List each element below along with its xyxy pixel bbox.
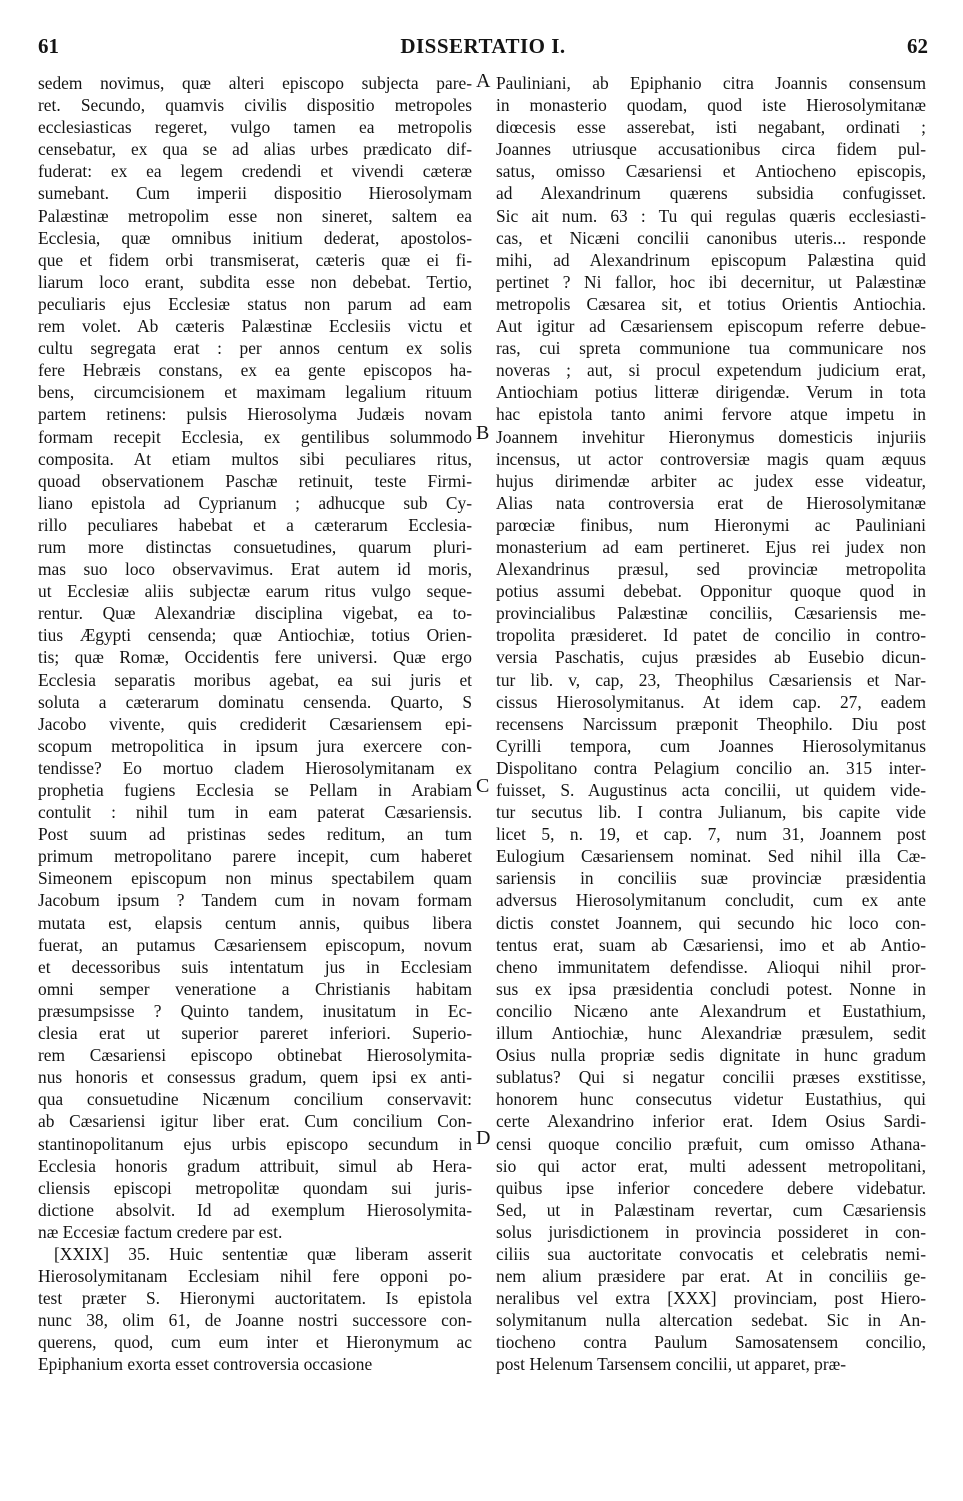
text-line: soluta a cæterarum dominatu censenda. Quarto, S — [38, 691, 472, 712]
text-line: fuderat: ex ea legem credendi et vivendi cæteræ — [38, 161, 472, 182]
text-line: monasterium ad eam pertineret. Ejus rei judex non — [496, 536, 926, 557]
text-line: omni semper veneratione a Christianis habitam — [38, 978, 472, 999]
text-line: cheno immunitatem defendisse. Alioqui nihil pror- — [496, 956, 926, 977]
text-line: cultu segregata erat : per annos centum ex solis — [38, 338, 472, 359]
text-line: stantinopolitanum ejus urbis episcopo secundum in — [38, 1133, 472, 1154]
page-number-left: 61 — [38, 34, 59, 58]
text-line: Pauliniani, ab Epiphanio citra Joannis consensum — [496, 73, 926, 93]
text-line: que et fidem orbi transmiserat, cæteris quæ ei fi- — [38, 249, 472, 270]
text-line: ecclesiasticas regeret, vulgo tamen ea metropolis — [38, 117, 472, 138]
text-line: Sed, ut in Palæstinam revertar, cum Cæsariensis — [496, 1199, 926, 1220]
text-line: adversus Hierosolymitanum concludit, cum ex ante — [496, 890, 926, 911]
text-line: solymitanum nulla altercation sedebat. Sic in An- — [496, 1310, 926, 1331]
text-line: Jacobum ipsum ? Tandem cum in novam formam — [38, 890, 472, 911]
text-line: parœciæ finibus, num Hieronymi ac Pauliniani — [496, 514, 926, 535]
text-line: fere Hebræis constans, ex ea gente episcopos ha- — [38, 360, 472, 381]
text-line: mas suo loco observavimus. Erat autem id moris, — [38, 559, 472, 580]
text-line: tendisse? Eo mortuo cladem Hierosolymitanam ex — [38, 757, 472, 778]
page-number-right: 62 — [907, 34, 928, 58]
text-line: cas, et Nicæni concilii canonibus uteris... responde — [496, 227, 926, 248]
text-line: potius assumi debebat. Opponitur quoque quod in — [496, 581, 926, 602]
text-line: Post suum ad pristinas sedes reditum, an tum — [38, 824, 472, 845]
text-line: Osius nulla propriæ sedis dignitate in hunc gradum — [496, 1045, 926, 1066]
text-line: prophetia fugiens Ecclesia se Pellam in Arabiam — [38, 780, 472, 800]
text-line: Eulogium Cæsariensem nominat. Sed nihil illa Cæ- — [496, 846, 926, 867]
text-line: neralibus vel extra [XXX] provinciam, post Hiero- — [496, 1288, 926, 1309]
text-line: tur lib. v, cap, 23, Theophilus Cæsariensis et Nar- — [496, 669, 926, 690]
text-line: ut Ecclesiæ aliis subjectæ earum ritus vulgo seque- — [38, 581, 472, 602]
text-line: nunc 38, olim 61, de Joanne nostri successore con- — [38, 1310, 472, 1331]
text-line: certe Alexandrino inferior erat. Idem Osius Sardi- — [496, 1111, 926, 1132]
text-line: formam recepit Ecclesia, ex gentilibus solummodo — [38, 426, 472, 447]
margin-letter-a: A — [476, 70, 491, 92]
text-line: post Helenum Tarsensem concilii, ut apparet, præ- — [496, 1354, 847, 1375]
text-line: Alias nata controversia erat de Hierosolymitanæ — [496, 492, 926, 513]
text-line: ciliis sua auctoritate convocatis et celebratis nemi- — [496, 1243, 926, 1264]
text-line: quoad observationem Paschæ retinuit, teste Firmi- — [38, 470, 472, 491]
text-line: liarum loco erant, subdita esse non debebat. Tertio, — [38, 271, 472, 292]
right-text-column — [496, 72, 926, 1376]
text-line: in monasterio quodam, quod iste Hierosolymitanæ — [496, 95, 926, 116]
text-line: mutata est, elapsis centum annis, quibus libera — [38, 912, 472, 933]
text-line: Ecclesia separatis moribus agebat, ea sui juris et — [38, 669, 472, 690]
text-line: clesia erat ut superior pareret inferiori. Superio- — [38, 1023, 472, 1044]
text-line: Ecclesia honoris gradum attribuit, simul ab Hera- — [38, 1155, 472, 1176]
text-line: quibus ipse inferior concedere debere videbatur. — [496, 1177, 926, 1198]
text-line: næ Eccesiæ factum credere par est. — [38, 1221, 283, 1242]
text-line: et decessoribus suis intentatum jus in Ecclesiam — [38, 956, 472, 977]
text-line: rillo peculiares habebat et a cæterarum Ecclesia- — [38, 514, 472, 535]
text-line: hujus dirimendæ arbiter ac judex esse videatur, — [496, 470, 926, 491]
text-line: dictione absolvit. Id ad exemplum Hierosolymita- — [38, 1199, 472, 1220]
text-line: primum metropolitano parere incepit, cum haberet — [38, 846, 472, 867]
text-line: sio qui actor erat, multi adessent metropolitani, — [496, 1155, 926, 1176]
margin-letter-c: C — [476, 775, 490, 797]
text-line: tentus erat, suam ab Cæsariensi, imo et ab Antio- — [496, 934, 926, 955]
text-line: fuerat, an putamus Cæsariensem episcopum, novum — [38, 934, 472, 955]
text-line: Palæstinæ metropolim esse non sineret, saltem ea — [38, 205, 472, 226]
text-line: test præter S. Hieronymi auctoritatem. Is epistola — [38, 1288, 472, 1309]
text-line: [XXIX] 35. Huic sententiæ quæ liberam asserit — [54, 1243, 472, 1264]
text-line: nem alium præsidere par erat. At in conciliis ge- — [496, 1266, 926, 1287]
text-line: licet 5, n. 19, et cap. 7, num 31, Joannem post — [496, 824, 926, 845]
text-line: Aut igitur ad Cæsariensem episcopum referre debue- — [496, 316, 926, 337]
text-line: rum more distinctas consuetudines, quarum pluri- — [38, 536, 472, 557]
text-line: concilio Nicæno ante Alexandrum et Eustathium, — [496, 1000, 926, 1021]
text-line: ab Cæsariensi igitur liber erat. Cum concilium Con- — [38, 1111, 472, 1132]
text-line: sumebant. Cum imperii dispositio Hierosolymam — [38, 183, 472, 204]
text-line: recensens Narcissum præponit Theophilo. Diu post — [496, 713, 926, 734]
page-header — [38, 34, 928, 64]
text-line: honorem hunc consecutus videtur Eustathius, qui — [496, 1089, 926, 1110]
text-line: ret. Secundo, quamvis civilis dispositio metropoles — [38, 95, 472, 116]
text-line: pertinet ? Ni fallor, hoc ibi decernitur, ut Palæstinæ — [496, 271, 926, 292]
text-line: tiocheno contra Paulum Samosatensem concilio, — [496, 1332, 926, 1353]
text-line: solus jurisdictionem in provincia possideret in con- — [496, 1221, 926, 1242]
text-line: versia Paschatis, cujus præsides ab Eusebio dicun- — [496, 647, 926, 668]
margin-letter-b: B — [476, 422, 490, 444]
text-line: fuisset, S. Augustinus acta concilii, ut quidem vide- — [496, 780, 926, 800]
text-line: qua consuetudine Nicænum concilium conservavit: — [38, 1089, 472, 1110]
text-line: Ecclesia, quæ omnibus initium dederat, apostolos- — [38, 227, 472, 248]
text-line: hac epistola tanto animi fervore atque impetu in — [496, 404, 926, 425]
text-line: Epiphanium exorta esset controversia occasione — [38, 1354, 373, 1375]
text-line: ad Alexandrinum quærens subsidia confugisset. — [496, 183, 926, 204]
text-line: tius Ægypti censenda; quæ Antiochiæ, totius Orien- — [38, 625, 472, 646]
text-line: censebatur, ex qua se ad alias urbes prædicato dif- — [38, 139, 472, 160]
text-line: tur secutus lib. I contra Julianum, bis capite vide — [496, 802, 926, 823]
text-line: partem retinens: pulsis Hierosolyma Judæis novam — [38, 404, 472, 425]
text-line: illum Antiochiæ, hunc Alexandriæ præsulem, sedit — [496, 1023, 926, 1044]
text-line: Cyrilli tempora, cum Joannes Hierosolymitanus — [496, 735, 926, 756]
text-line: Joannem invehitur Hieronymus domesticis injuriis — [496, 426, 926, 447]
text-line: cissus Hierosolymitanus. At idem cap. 27, eadem — [496, 691, 926, 712]
text-line: contulit : nihil tum in eam paterat Cæsariensis. — [38, 802, 472, 823]
text-line: Alexandrinus præsul, sed provinciæ metropolita — [496, 559, 926, 580]
text-line: rentur. Quæ Alexandriæ disciplina vigebat, ea to- — [38, 603, 472, 624]
text-line: Hierosolymitanam Ecclesiam nihil fere opponi po- — [38, 1266, 472, 1287]
text-line: censi quoque concilio præfuit, cum omisso Athana- — [496, 1133, 926, 1154]
text-line: Dispolitano contra Pelagium concilio an. 315 inter- — [496, 757, 926, 778]
text-line: bens, circumcisionem et maximam legalium rituum — [38, 382, 472, 403]
text-line: scopum metropolitica in ipsum jura exercere con- — [38, 735, 472, 756]
text-line: præsumpsisse ? Quinto tandem, inusitatum in Ec- — [38, 1000, 472, 1021]
text-line: diœcesis esse asserebat, isti negabant, ordinati ; — [496, 117, 926, 138]
text-line: liano epistola ad Cyprianum ; adhucque sub Cy- — [38, 492, 472, 513]
text-line: Simeonem episcopum non minus spectabilem quam — [38, 868, 472, 889]
text-line: Sic ait num. 63 : Tu qui regulas quæris ecclesiasti- — [496, 205, 926, 226]
text-line: tropolita præsideret. Id patet de concilio in contro- — [496, 625, 926, 646]
running-title: DISSERTATIO I. — [400, 34, 566, 58]
margin-letter-d: D — [476, 1127, 491, 1149]
text-line: Antiochiam potius litteræ dirigendæ. Verum in tota — [496, 382, 926, 403]
text-line: satus, omisso Cæsariensi et Antiocheno episcopis, — [496, 161, 926, 182]
text-line: rem Cæsariensi episcopo obtinebat Hierosolymita- — [38, 1045, 472, 1066]
text-line: provincialibus Palæstinæ conciliis, Cæsariensis me- — [496, 603, 926, 624]
text-line: rem volet. Ab cæteris Palæstinæ Ecclesiis victu et — [38, 316, 472, 337]
text-line: dictis constet Joannem, qui secundo hic loco con- — [496, 912, 926, 933]
text-line: tis; quæ Romæ, Occidentis fere universi. Quæ ergo — [38, 647, 472, 668]
text-line: sedem novimus, quæ alteri episcopo subjecta pare- — [38, 73, 472, 93]
text-line: metropolis Cæsarea sit, et totius Orientis Antiochia. — [496, 293, 926, 314]
text-line: incensus, ut actor controversiæ magis quam æquus — [496, 448, 926, 469]
text-line: sus ex ipsa præsidentia concludi potest. Nonne in — [496, 978, 926, 999]
text-line: composita. At etiam multos sibi peculiares ritus, — [38, 448, 472, 469]
text-line: sariensis in conciliis suæ provinciæ præsidentia — [496, 868, 926, 889]
text-line: querens, quod, cum eum inter et Hieronymum ac — [38, 1332, 472, 1353]
text-line: peculiaris ejus Ecclesiæ status non parum ad eam — [38, 293, 472, 314]
text-line: sublatus? Qui si negatur concilii præses exstitisse, — [496, 1067, 926, 1088]
text-line: Jacobo vivente, quis crediderit Cæsariensem epi- — [38, 713, 472, 734]
text-line: Joannes utriusque accusationibus circa fidem pul- — [496, 139, 926, 160]
text-line: noveras ; aut, si procul expetendum judicium erat, — [496, 360, 926, 381]
text-line: ras, cui spreta communione tua communicare nos — [496, 338, 926, 359]
text-line: nus honoris et consessus gradum, quem ipsi ex anti- — [38, 1067, 472, 1088]
left-text-column — [38, 72, 472, 1376]
text-line: mihi, ad Alexandrinum episcopum Palæstina quid — [496, 249, 926, 270]
text-line: cliensis episcopi metropolitæ quondam sui juris- — [38, 1177, 472, 1198]
